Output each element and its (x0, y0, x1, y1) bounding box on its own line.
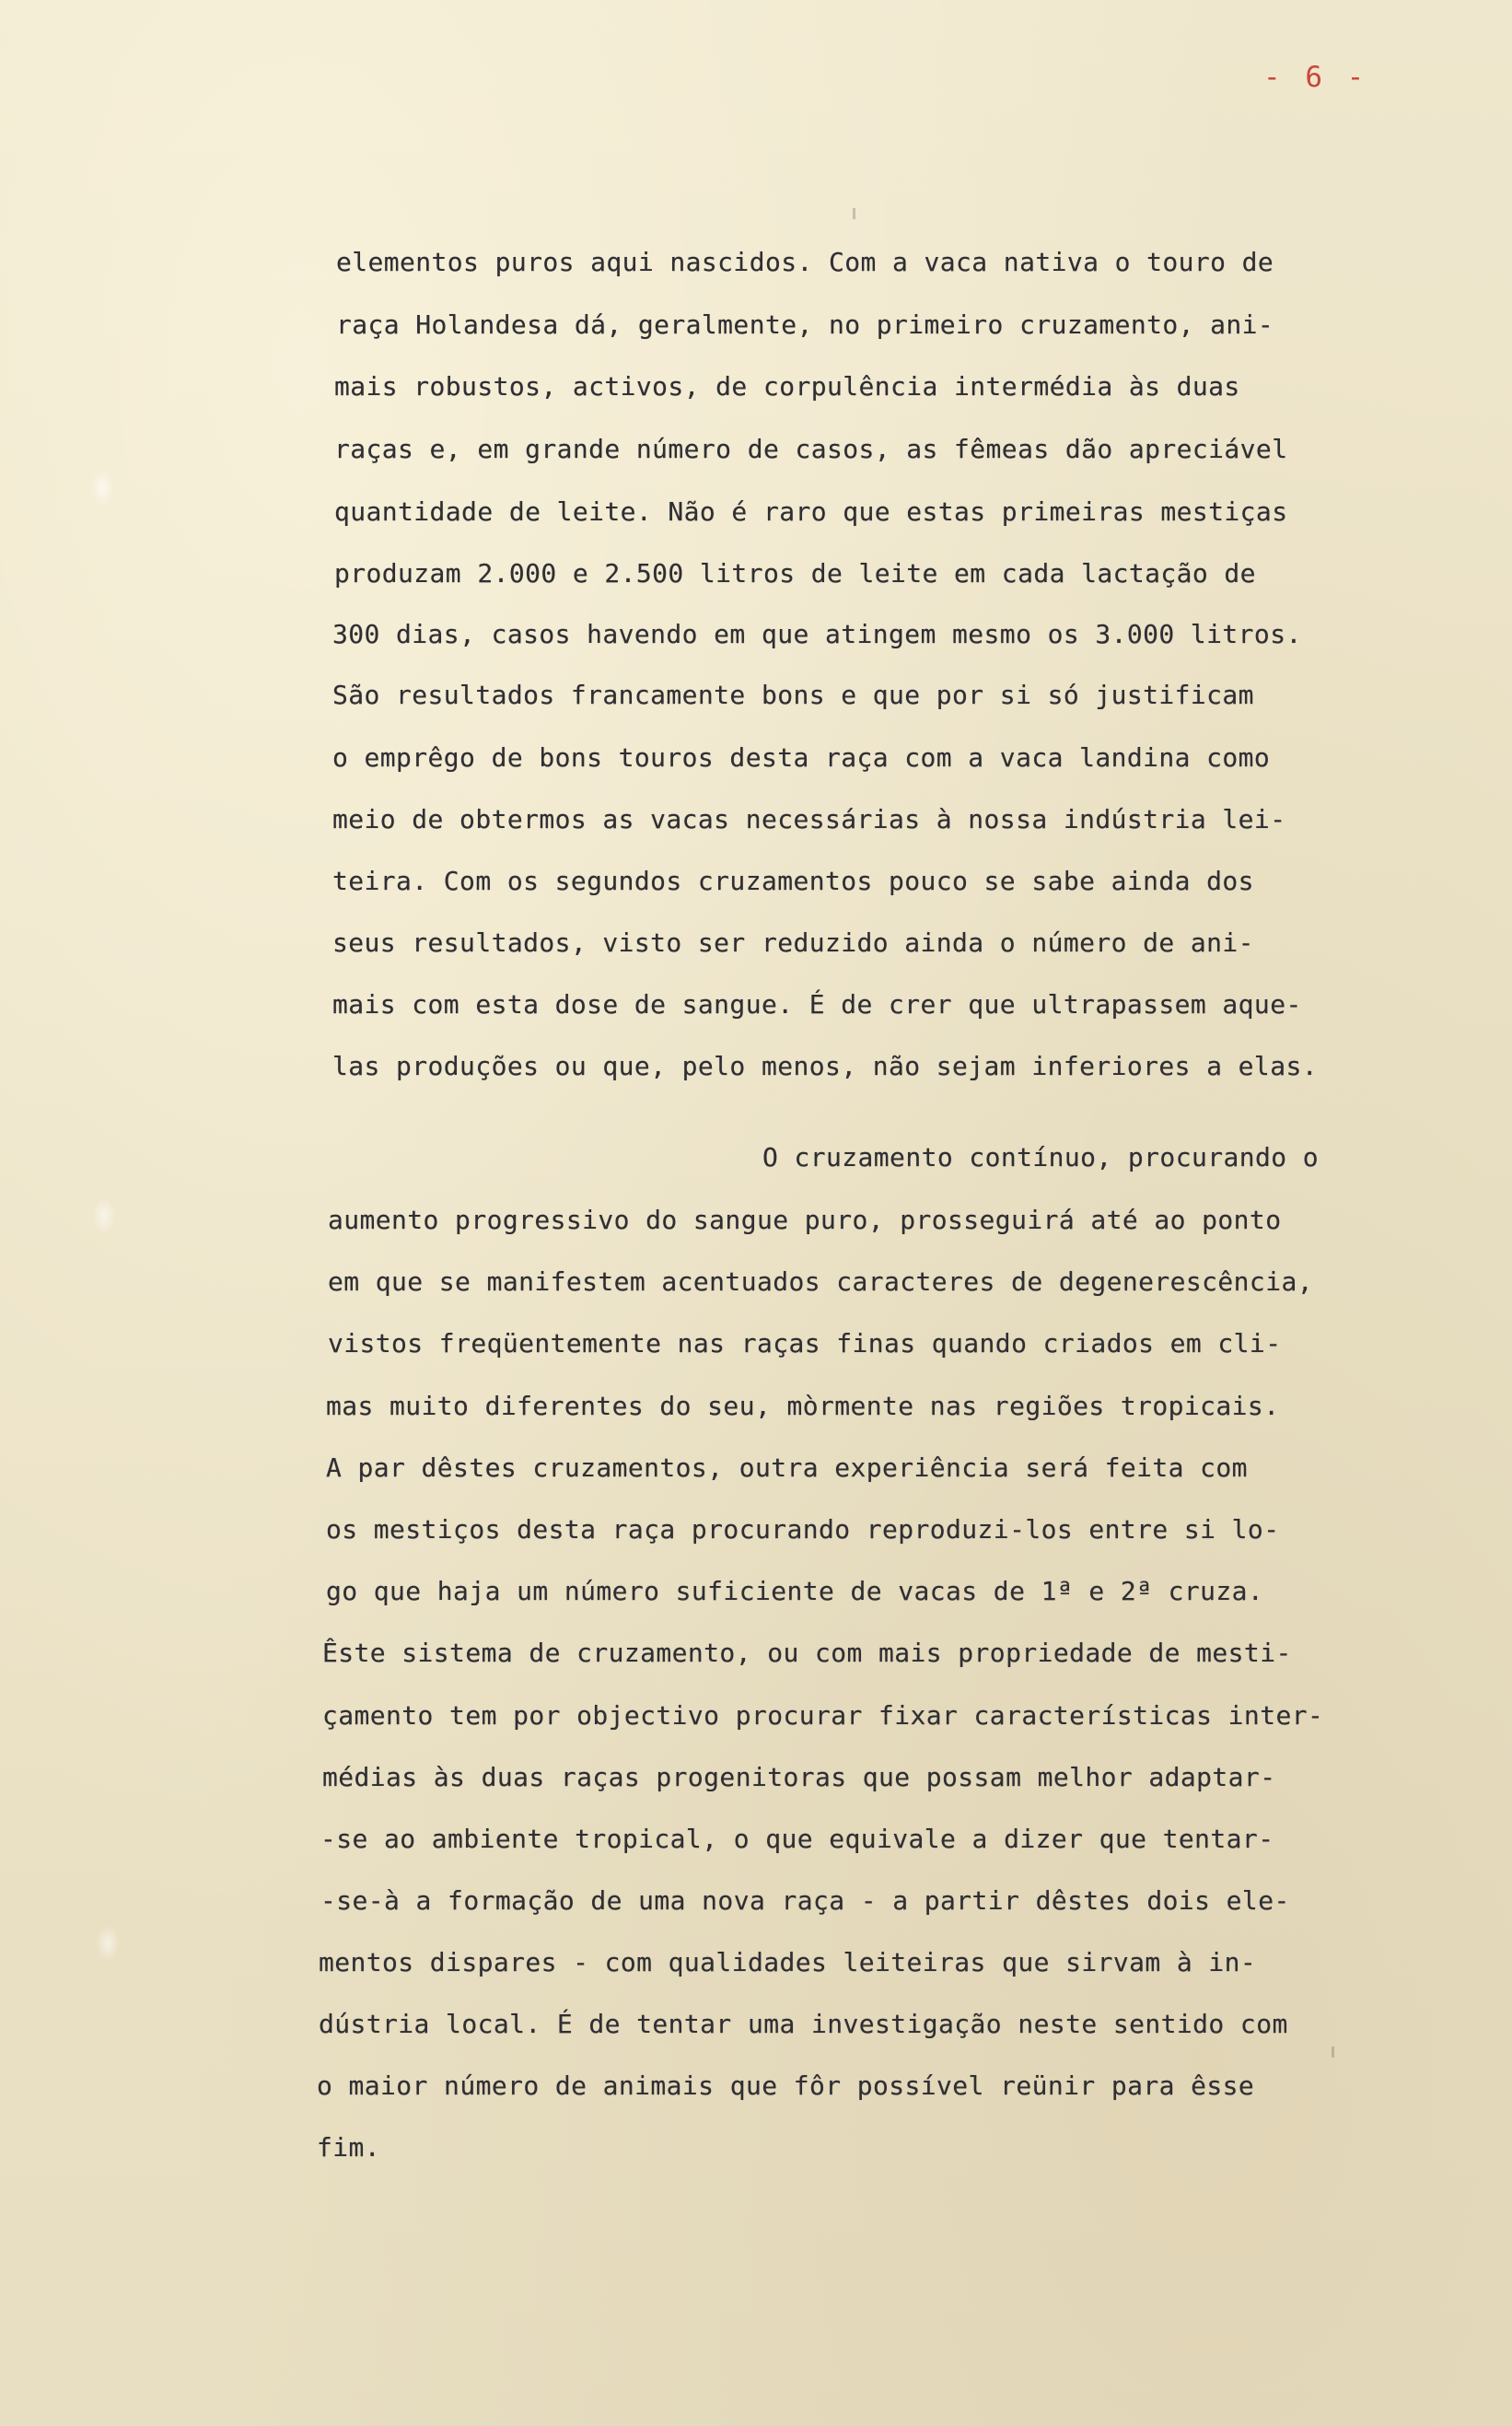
text-line: médias às duas raças progenitoras que possam melhor adaptar- (322, 1762, 1276, 1792)
text-line: os mestiços desta raça procurando reproduzi-los entre si lo- (326, 1514, 1280, 1545)
text-line: 300 dias, casos havendo em que atingem mesmo os 3.000 litros. (332, 619, 1302, 649)
paper-speck (1332, 2047, 1334, 2058)
text-line: O cruzamento contínuo, procurando o (762, 1142, 1320, 1172)
text-line: meio de obtermos as vacas necessárias à nossa indústria lei- (332, 804, 1286, 834)
binding-hole-mark (90, 470, 114, 507)
text-line: las produções ou que, pelo menos, não sejam inferiores a elas. (332, 1051, 1318, 1081)
text-line: mais com esta dose de sangue. É de crer que ultrapassem aque- (332, 989, 1302, 1020)
binding-hole-mark (96, 1925, 120, 1962)
text-line: raça Holandesa dá, geralmente, no primeiro cruzamento, ani- (336, 309, 1274, 340)
text-line: elementos puros aqui nascidos. Com a vaca nativa o touro de (336, 247, 1274, 277)
text-line: quantidade de leite. Não é raro que estas primeiras mestiças (334, 496, 1288, 527)
text-line: çamento tem por objectivo procurar fixar características inter- (322, 1700, 1324, 1731)
text-line: o maior número de animais que fôr possível reünir para êsse (317, 2070, 1255, 2101)
paper-speck (853, 208, 855, 219)
text-line: produzam 2.000 e 2.500 litros de leite em cada lactação de (334, 558, 1256, 589)
text-line: mais robustos, activos, de corpulência intermédia às duas (334, 371, 1240, 402)
text-line: mas muito diferentes do seu, mòrmente nas regiões tropicais. (326, 1391, 1280, 1421)
text-line: dústria local. É de tentar uma investigação neste sentido com (319, 2009, 1288, 2039)
text-line: go que haja um número suficiente de vacas de 1ª e 2ª cruza. (326, 1576, 1264, 1606)
text-line: aumento progressivo do sangue puro, prosseguirá até ao ponto (328, 1205, 1282, 1235)
text-line: Êste sistema de cruzamento, ou com mais propriedade de mesti- (322, 1638, 1292, 1668)
page-number: - 6 - (1263, 61, 1368, 94)
text-line: o emprêgo de bons touros desta raça com a vaca landina como (332, 742, 1271, 773)
text-line: teira. Com os segundos cruzamentos pouco se sabe ainda dos (332, 866, 1254, 896)
text-line: -se-à a formação de uma nova raça - a partir dêstes dois ele- (320, 1885, 1290, 1916)
text-line: seus resultados, visto ser reduzido ainda o número de ani- (332, 927, 1254, 958)
text-line: São resultados francamente bons e que por si só justificam (332, 680, 1254, 710)
text-line: raças e, em grande número de casos, as fêmeas dão apreciável (334, 434, 1288, 464)
binding-hole-mark (92, 1197, 116, 1234)
text-line: mentos dispares - com qualidades leiteiras que sirvam à in- (319, 1947, 1257, 1977)
text-line: vistos freqüentemente nas raças finas quando criados em cli- (328, 1328, 1282, 1359)
text-line: -se ao ambiente tropical, o que equivale a dizer que tentar- (320, 1824, 1274, 1854)
text-line: em que se manifestem acentuados caracteres de degenerescência, (328, 1266, 1313, 1297)
text-line: A par dêstes cruzamentos, outra experiência será feita com (326, 1452, 1248, 1483)
text-line: fim. (317, 2132, 381, 2163)
